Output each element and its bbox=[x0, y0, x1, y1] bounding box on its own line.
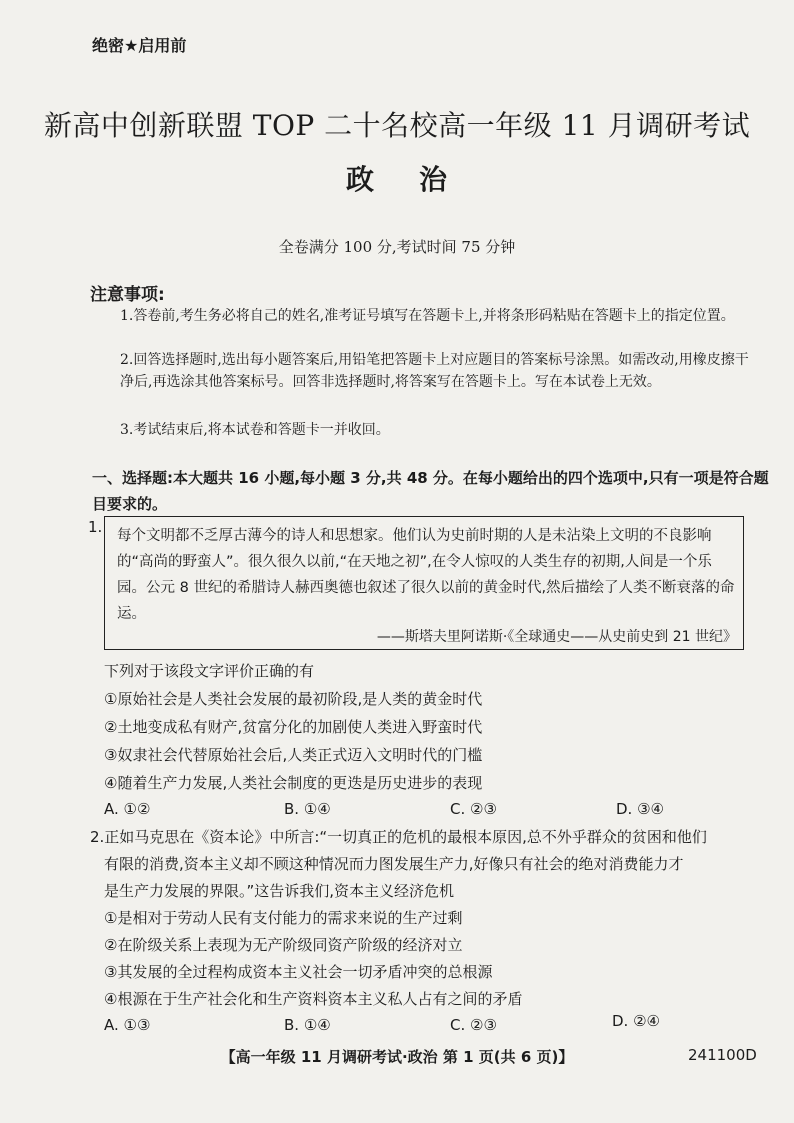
question-1-source: ——斯塔夫里阿诺斯·《全球通史——从史前史到 21 世纪》 bbox=[376, 629, 737, 645]
question-2-statement-3: ③其发展的全过程构成资本主义社会一切矛盾冲突的总根源 bbox=[104, 963, 493, 981]
subject-char-1: 政 bbox=[345, 163, 375, 196]
question-1-statement-2: ②土地变成私有财产,贫富分化的加剧使人类进入野蛮时代 bbox=[104, 718, 483, 736]
section-heading: 一、选择题:本大题共 16 小题,每小题 3 分,共 48 分。在每小题给出的四个选项中,只有一项是符合题目要求的。 bbox=[92, 469, 769, 513]
subject-char-2: 治 bbox=[419, 163, 449, 196]
question-2-option-c[interactable]: C. ②③ bbox=[450, 1016, 497, 1034]
question-2-option-a[interactable]: A. ①③ bbox=[104, 1016, 151, 1034]
question-1-material: 每个文明都不乏厚古薄今的诗人和思想家。他们认为史前时期的人是未沾染上文明的不良影响的“高尚的野蛮人”。很久很久以前,“在天地之初”,在令人惊叹的人类生存的初期,人间是一个乐园。公元 8 世纪的希腊诗人赫西奥德也叙述了很久以前的黄金时代,然后描绘了人类不断衰落的命运。 bbox=[117, 528, 735, 622]
question-1-option-b[interactable]: B. ①④ bbox=[284, 800, 331, 818]
question-2-stem-line-3: 是生产力发展的界限。”这告诉我们,资本主义经济危机 bbox=[104, 882, 455, 900]
notice-item-3: 3.考试结束后,将本试卷和答题卡一并收回。 bbox=[120, 422, 390, 438]
question-1-statement-1: ①原始社会是人类社会发展的最初阶段,是人类的黄金时代 bbox=[104, 690, 483, 708]
score-info: 全卷满分 100 分,考试时间 75 分钟 bbox=[278, 238, 516, 256]
question-1-number: 1. bbox=[88, 518, 103, 536]
question-1-option-a[interactable]: A. ①② bbox=[104, 800, 151, 818]
subject-title bbox=[0, 158, 794, 198]
exam-title: 新高中创新联盟 TOP 二十名校高一年级 11 月调研考试 bbox=[43, 109, 751, 142]
notice-item-2: 2.回答选择题时,选出每小题答案后,用铅笔把答题卡上对应题目的答案标号涂黑。如需改动,用橡皮擦干净后,再选涂其他答案标号。回答非选择题时,将答案写在答题卡上。写在本试卷上无效。 bbox=[120, 352, 749, 390]
question-1-option-c[interactable]: C. ②③ bbox=[450, 800, 497, 818]
question-2-option-d[interactable]: D. ②④ bbox=[612, 1012, 660, 1030]
question-2-statement-1: ①是相对于劳动人民有支付能力的需求来说的生产过剩 bbox=[104, 909, 463, 927]
question-1-option-d[interactable]: D. ③④ bbox=[616, 800, 664, 818]
page-footer: 【高一年级 11 月调研考试·政治 第 1 页(共 6 页)】 bbox=[220, 1048, 574, 1066]
question-2-stem-line-2: 有限的消费,资本主义却不顾这种情况而力图发展生产力,好像只有社会的绝对消费能力才 bbox=[104, 855, 684, 873]
paper-code: 241100D bbox=[688, 1046, 757, 1064]
question-2-statement-4: ④根源在于生产社会化和生产资料资本主义私人占有之间的矛盾 bbox=[104, 990, 523, 1008]
question-2-statement-2: ②在阶级关系上表现为无产阶级同资产阶级的经济对立 bbox=[104, 936, 463, 954]
notice-item-1: 1.答卷前,考生务必将自己的姓名,准考证号填写在答题卡上,并将条形码粘贴在答题卡上的指定位置。 bbox=[120, 308, 735, 324]
question-2-stem-line-1: 2.正如马克思在《资本论》中所言:“一切真正的危机的最根本原因,总不外乎群众的贫困和他们 bbox=[90, 828, 707, 846]
question-1-material-box bbox=[104, 516, 744, 650]
confidential-label: 绝密★启用前 bbox=[92, 36, 187, 55]
notice-heading: 注意事项: bbox=[90, 285, 165, 305]
question-1-statement-3: ③奴隶社会代替原始社会后,人类正式迈入文明时代的门槛 bbox=[104, 746, 483, 764]
question-2-option-b[interactable]: B. ①④ bbox=[284, 1016, 331, 1034]
question-1-statement-4: ④随着生产力发展,人类社会制度的更迭是历史进步的表现 bbox=[104, 774, 483, 792]
question-1-stem: 下列对于该段文字评价正确的有 bbox=[104, 662, 315, 680]
